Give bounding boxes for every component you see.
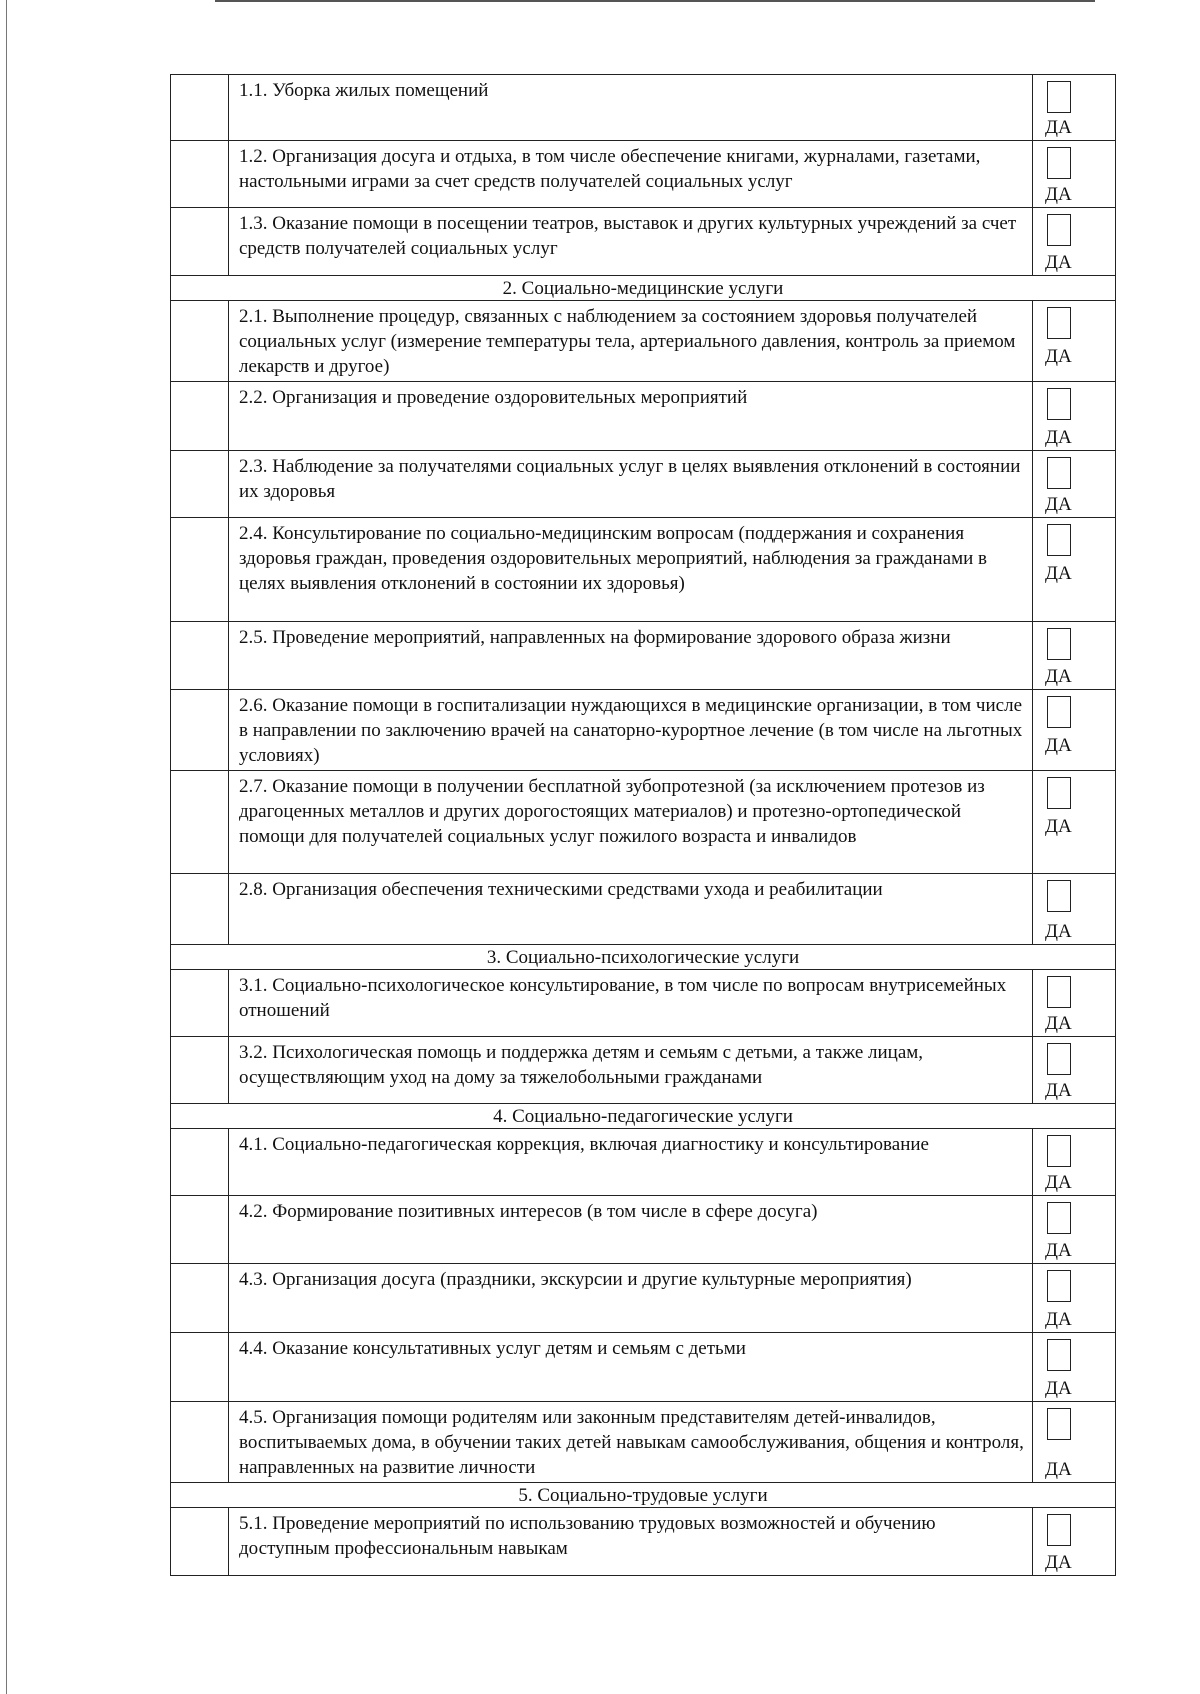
yes-checkbox[interactable] (1047, 524, 1071, 556)
yes-checkbox[interactable] (1047, 628, 1071, 660)
answer-cell (1033, 1037, 1116, 1104)
answer-group (1047, 388, 1087, 448)
yes-label: ДА (1045, 1080, 1072, 1101)
services-table-body (171, 75, 1116, 1576)
section-header-row (171, 1483, 1116, 1508)
answer-group (1047, 880, 1087, 942)
service-description: 1.1. Уборка жилых помещений (229, 75, 1033, 141)
service-row (171, 301, 1116, 382)
answer-cell (1033, 1333, 1116, 1402)
answer-cell (1033, 970, 1116, 1037)
answer-group (1047, 457, 1087, 515)
answer-cell (1033, 518, 1116, 622)
service-description: 2.8. Организация обеспечения техническими средствами ухода и реабилитации (229, 874, 1033, 945)
answer-cell (1033, 771, 1116, 874)
yes-label: ДА (1045, 921, 1072, 942)
yes-label: ДА (1045, 735, 1072, 756)
yes-checkbox[interactable] (1047, 696, 1071, 728)
yes-label: ДА (1045, 1309, 1072, 1330)
answer-group (1047, 1408, 1087, 1480)
service-row (171, 690, 1116, 771)
answer-cell (1033, 1402, 1116, 1483)
row-margin-cell (171, 1402, 229, 1483)
yes-checkbox[interactable] (1047, 1043, 1071, 1075)
row-margin-cell (171, 1129, 229, 1196)
yes-checkbox[interactable] (1047, 880, 1071, 912)
service-description: 3.1. Социально-психологическое консультирование, в том числе по вопросам внутрисемейных отношений (229, 970, 1033, 1037)
answer-group (1047, 81, 1087, 138)
service-row (171, 1508, 1116, 1576)
row-margin-cell (171, 518, 229, 622)
service-row (171, 141, 1116, 208)
answer-group (1047, 976, 1087, 1034)
service-row (171, 1037, 1116, 1104)
row-margin-cell (171, 208, 229, 276)
service-description: 5.1. Проведение мероприятий по использованию трудовых возможностей и обучению доступным профессиональным навыкам (229, 1508, 1033, 1576)
yes-label: ДА (1045, 1013, 1072, 1034)
row-margin-cell (171, 1333, 229, 1402)
service-description: 1.3. Оказание помощи в посещении театров, выставок и других культурных учреждений за счет средств получателей социальных услуг (229, 208, 1033, 276)
answer-group (1047, 524, 1087, 619)
service-description: 4.1. Социально-педагогическая коррекция, включая диагностику и консультирование (229, 1129, 1033, 1196)
answer-group (1047, 1202, 1087, 1261)
row-margin-cell (171, 622, 229, 690)
yes-label: ДА (1045, 563, 1072, 584)
service-row (171, 1264, 1116, 1333)
yes-label: ДА (1045, 117, 1072, 138)
service-description: 3.2. Психологическая помощь и поддержка детям и семьям с детьми, а также лицам, осуществляющим уход на дому за тяжелобольными гражданами (229, 1037, 1033, 1104)
service-row (171, 771, 1116, 874)
row-margin-cell (171, 1508, 229, 1576)
answer-cell (1033, 622, 1116, 690)
yes-checkbox[interactable] (1047, 457, 1071, 489)
service-description: 4.3. Организация досуга (праздники, экскурсии и другие культурные мероприятия) (229, 1264, 1033, 1333)
answer-cell (1033, 874, 1116, 945)
answer-cell (1033, 1264, 1116, 1333)
row-margin-cell (171, 690, 229, 771)
row-margin-cell (171, 970, 229, 1037)
yes-label: ДА (1045, 252, 1072, 273)
service-description: 2.6. Оказание помощи в госпитализации нуждающихся в медицинские организации, в том числе в направлении по заключению врачей на санаторно-курортное лечение (в том числе на льготных условиях) (229, 690, 1033, 771)
yes-checkbox[interactable] (1047, 307, 1071, 339)
row-margin-cell (171, 1264, 229, 1333)
yes-label: ДА (1045, 346, 1072, 367)
answer-group (1047, 1270, 1087, 1330)
answer-cell (1033, 1196, 1116, 1264)
yes-checkbox[interactable] (1047, 1270, 1071, 1302)
service-row (171, 970, 1116, 1037)
yes-checkbox[interactable] (1047, 1135, 1071, 1167)
yes-checkbox[interactable] (1047, 1339, 1071, 1371)
service-row (171, 1333, 1116, 1402)
service-description: 4.2. Формирование позитивных интересов (в том числе в сфере досуга) (229, 1196, 1033, 1264)
row-margin-cell (171, 451, 229, 518)
answer-group (1047, 696, 1087, 768)
service-row (171, 1196, 1116, 1264)
yes-label: ДА (1045, 1172, 1072, 1193)
yes-label: ДА (1045, 666, 1072, 687)
yes-label: ДА (1045, 1378, 1072, 1399)
service-row (171, 208, 1116, 276)
row-margin-cell (171, 141, 229, 208)
service-row (171, 874, 1116, 945)
answer-cell (1033, 1129, 1116, 1196)
services-table (170, 74, 1116, 1576)
scan-left-edge (6, 0, 7, 1694)
answer-cell (1033, 75, 1116, 141)
service-description: 2.5. Проведение мероприятий, направленных на формирование здорового образа жизни (229, 622, 1033, 690)
yes-label: ДА (1045, 1552, 1072, 1573)
row-margin-cell (171, 1196, 229, 1264)
services-form (170, 74, 1116, 1576)
yes-label: ДА (1045, 184, 1072, 205)
answer-cell (1033, 208, 1116, 276)
service-row (171, 1402, 1116, 1483)
row-margin-cell (171, 1037, 229, 1104)
service-row (171, 382, 1116, 451)
yes-label: ДА (1045, 494, 1072, 515)
answer-cell (1033, 690, 1116, 771)
yes-checkbox[interactable] (1047, 214, 1071, 246)
section-header-row (171, 276, 1116, 301)
yes-checkbox[interactable] (1047, 1514, 1071, 1546)
service-description: 2.2. Организация и проведение оздоровительных мероприятий (229, 382, 1033, 451)
answer-group (1047, 307, 1087, 379)
yes-label: ДА (1045, 1240, 1072, 1261)
answer-cell (1033, 451, 1116, 518)
section-header-row (171, 1104, 1116, 1129)
answer-group (1047, 1135, 1087, 1193)
section-header-row (171, 945, 1116, 970)
service-description: 4.5. Организация помощи родителям или законным представителям детей-инвалидов, воспитываемых дома, в обучении таких детей навыкам самообслуживания, общения и контроля, направленных на развитие личности (229, 1402, 1033, 1483)
yes-checkbox[interactable] (1047, 1408, 1071, 1440)
yes-label: ДА (1045, 427, 1072, 448)
yes-checkbox[interactable] (1047, 81, 1071, 113)
answer-group (1047, 1043, 1087, 1101)
answer-cell (1033, 301, 1116, 382)
section-title: 3. Социально-психологические услуги (171, 945, 1116, 970)
yes-checkbox[interactable] (1047, 147, 1071, 179)
answer-cell (1033, 382, 1116, 451)
service-row (171, 75, 1116, 141)
row-margin-cell (171, 301, 229, 382)
row-margin-cell (171, 771, 229, 874)
section-title: 5. Социально-трудовые услуги (171, 1483, 1116, 1508)
service-row (171, 451, 1116, 518)
yes-label: ДА (1045, 1459, 1072, 1480)
answer-group (1047, 628, 1087, 687)
scan-top-edge (215, 0, 1095, 2)
answer-cell (1033, 1508, 1116, 1576)
answer-group (1047, 1514, 1087, 1573)
service-description: 2.3. Наблюдение за получателями социальных услуг в целях выявления отклонений в состоянии их здоровья (229, 451, 1033, 518)
section-title: 4. Социально-педагогические услуги (171, 1104, 1116, 1129)
answer-cell (1033, 141, 1116, 208)
service-description: 2.4. Консультирование по социально-медицинским вопросам (поддержания и сохранения здоровья граждан, проведения оздоровительных мероприятий, наблюдения за гражданами в целях выявления отклонений в состоянии их здоровья) (229, 518, 1033, 622)
service-description: 2.1. Выполнение процедур, связанных с наблюдением за состоянием здоровья получателей социальных услуг (измерение температуры тела, артериального давления, контроль за приемом лекарств и другое) (229, 301, 1033, 382)
answer-group (1047, 777, 1087, 871)
row-margin-cell (171, 75, 229, 141)
answer-group (1047, 147, 1087, 205)
yes-checkbox[interactable] (1047, 976, 1071, 1008)
yes-label: ДА (1045, 816, 1072, 837)
row-margin-cell (171, 874, 229, 945)
service-description: 4.4. Оказание консультативных услуг детям и семьям с детьми (229, 1333, 1033, 1402)
service-description: 2.7. Оказание помощи в получении бесплатной зубопротезной (за исключением протезов из драгоценных металлов и других дорогостоящих материалов) и протезно-ортопедической помощи для получателей социальных услуг пожилого возраста и инвалидов (229, 771, 1033, 874)
service-row (171, 1129, 1116, 1196)
service-description: 1.2. Организация досуга и отдыха, в том числе обеспечение книгами, журналами, газетами, настольными играми за счет средств получателей социальных услуг (229, 141, 1033, 208)
row-margin-cell (171, 382, 229, 451)
answer-group (1047, 214, 1087, 273)
service-row (171, 518, 1116, 622)
yes-checkbox[interactable] (1047, 1202, 1071, 1234)
yes-checkbox[interactable] (1047, 777, 1071, 809)
service-row (171, 622, 1116, 690)
section-title: 2. Социально-медицинские услуги (171, 276, 1116, 301)
answer-group (1047, 1339, 1087, 1399)
yes-checkbox[interactable] (1047, 388, 1071, 420)
